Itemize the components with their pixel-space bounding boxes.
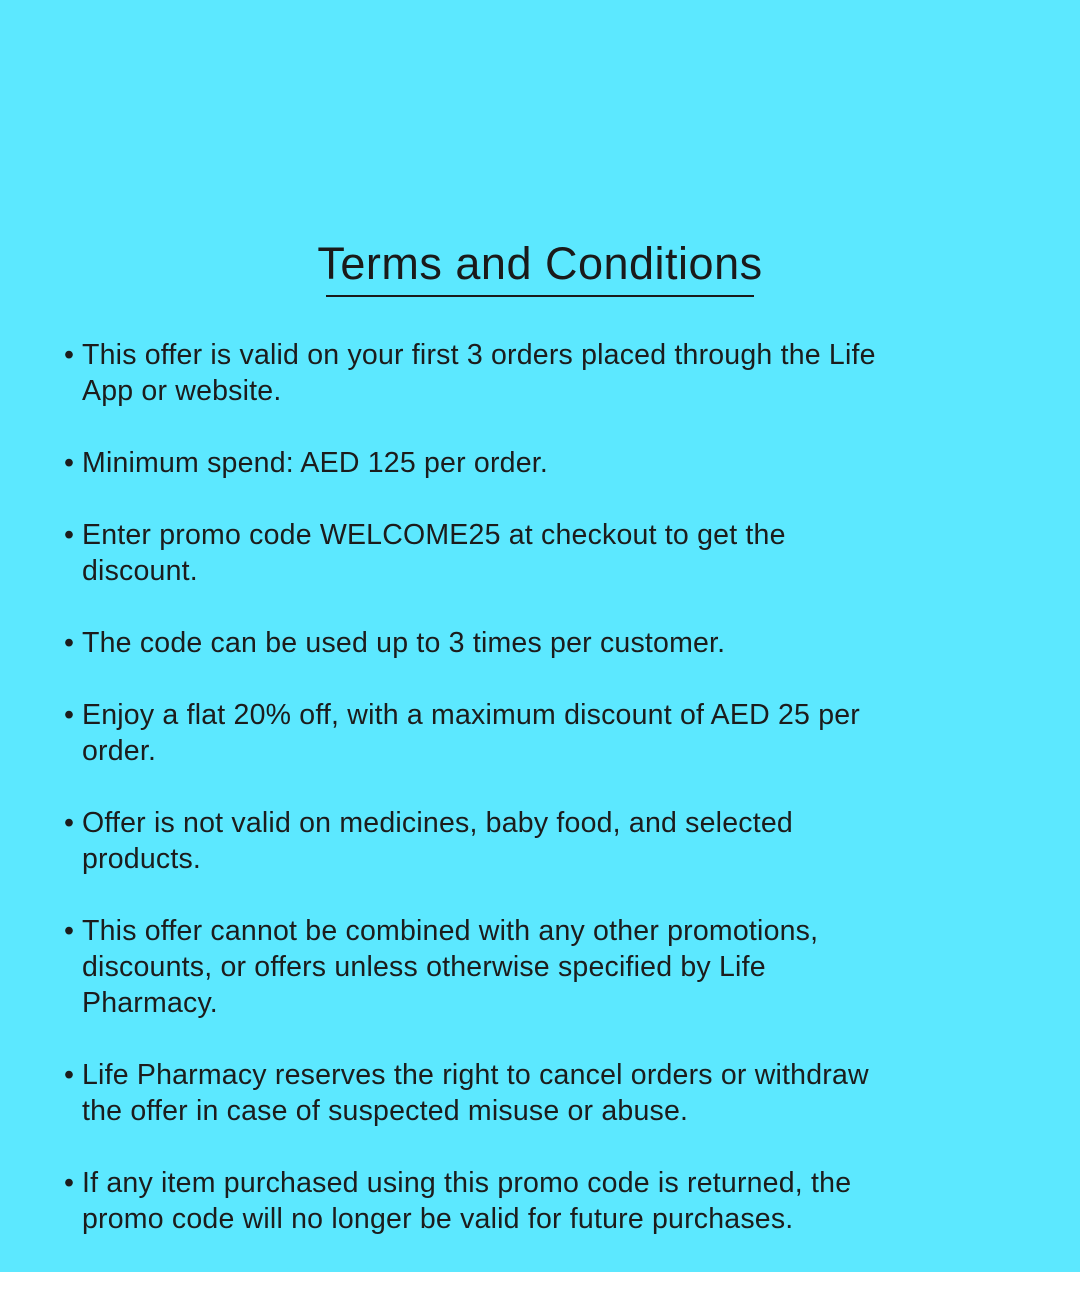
terms-text-line: Pharmacy. [82,987,218,1019]
terms-list-item [62,625,1052,661]
bullet-icon: • [64,447,75,479]
title-underline [326,295,754,297]
bullet-icon: • [64,339,75,371]
terms-text-line: App or website. [82,375,282,407]
terms-list [62,337,1052,1273]
terms-list-item [62,1057,1052,1129]
terms-list-item [62,1165,1052,1237]
terms-text-line: order. [82,735,157,767]
bullet-icon: • [64,519,75,551]
bullet-icon: • [64,1059,75,1091]
bullet-icon: • [64,699,75,731]
terms-text-line: Minimum spend: AED 125 per order. [82,447,548,479]
terms-text-line: promo code will no longer be valid for future purchases. [82,1203,794,1235]
bullet-icon: • [64,1167,75,1199]
terms-list-item [62,697,1052,769]
bullet-icon: • [64,807,75,839]
terms-text-line: If any item purchased using this promo code is returned, the [82,1167,852,1199]
terms-text-line: Life Pharmacy reserves the right to cancel orders or withdraw [82,1059,869,1091]
terms-text-line: This offer cannot be combined with any other promotions, [82,915,819,947]
terms-text-line: discount. [82,555,198,587]
bullet-icon: • [64,915,75,947]
terms-text-line: The code can be used up to 3 times per customer. [82,627,726,659]
terms-list-item [62,517,1052,589]
terms-text-line: products. [82,843,202,875]
terms-list-item [62,913,1052,1021]
terms-text-line: This offer is valid on your first 3 orders placed through the Life [82,339,876,371]
terms-text-line: Offer is not valid on medicines, baby food, and selected [82,807,793,839]
terms-text-line: Enjoy a flat 20% off, with a maximum discount of AED 25 per [82,699,860,731]
terms-text-line: the offer in case of suspected misuse or abuse. [82,1095,689,1127]
terms-list-item [62,805,1052,877]
bullet-icon: • [64,627,75,659]
terms-list-item [62,337,1052,409]
terms-list-item [62,445,1052,481]
page-title: Terms and Conditions [317,238,763,289]
terms-text-line: Enter promo code WELCOME25 at checkout to get the [82,519,786,551]
terms-text-line: discounts, or offers unless otherwise specified by Life [82,951,766,983]
